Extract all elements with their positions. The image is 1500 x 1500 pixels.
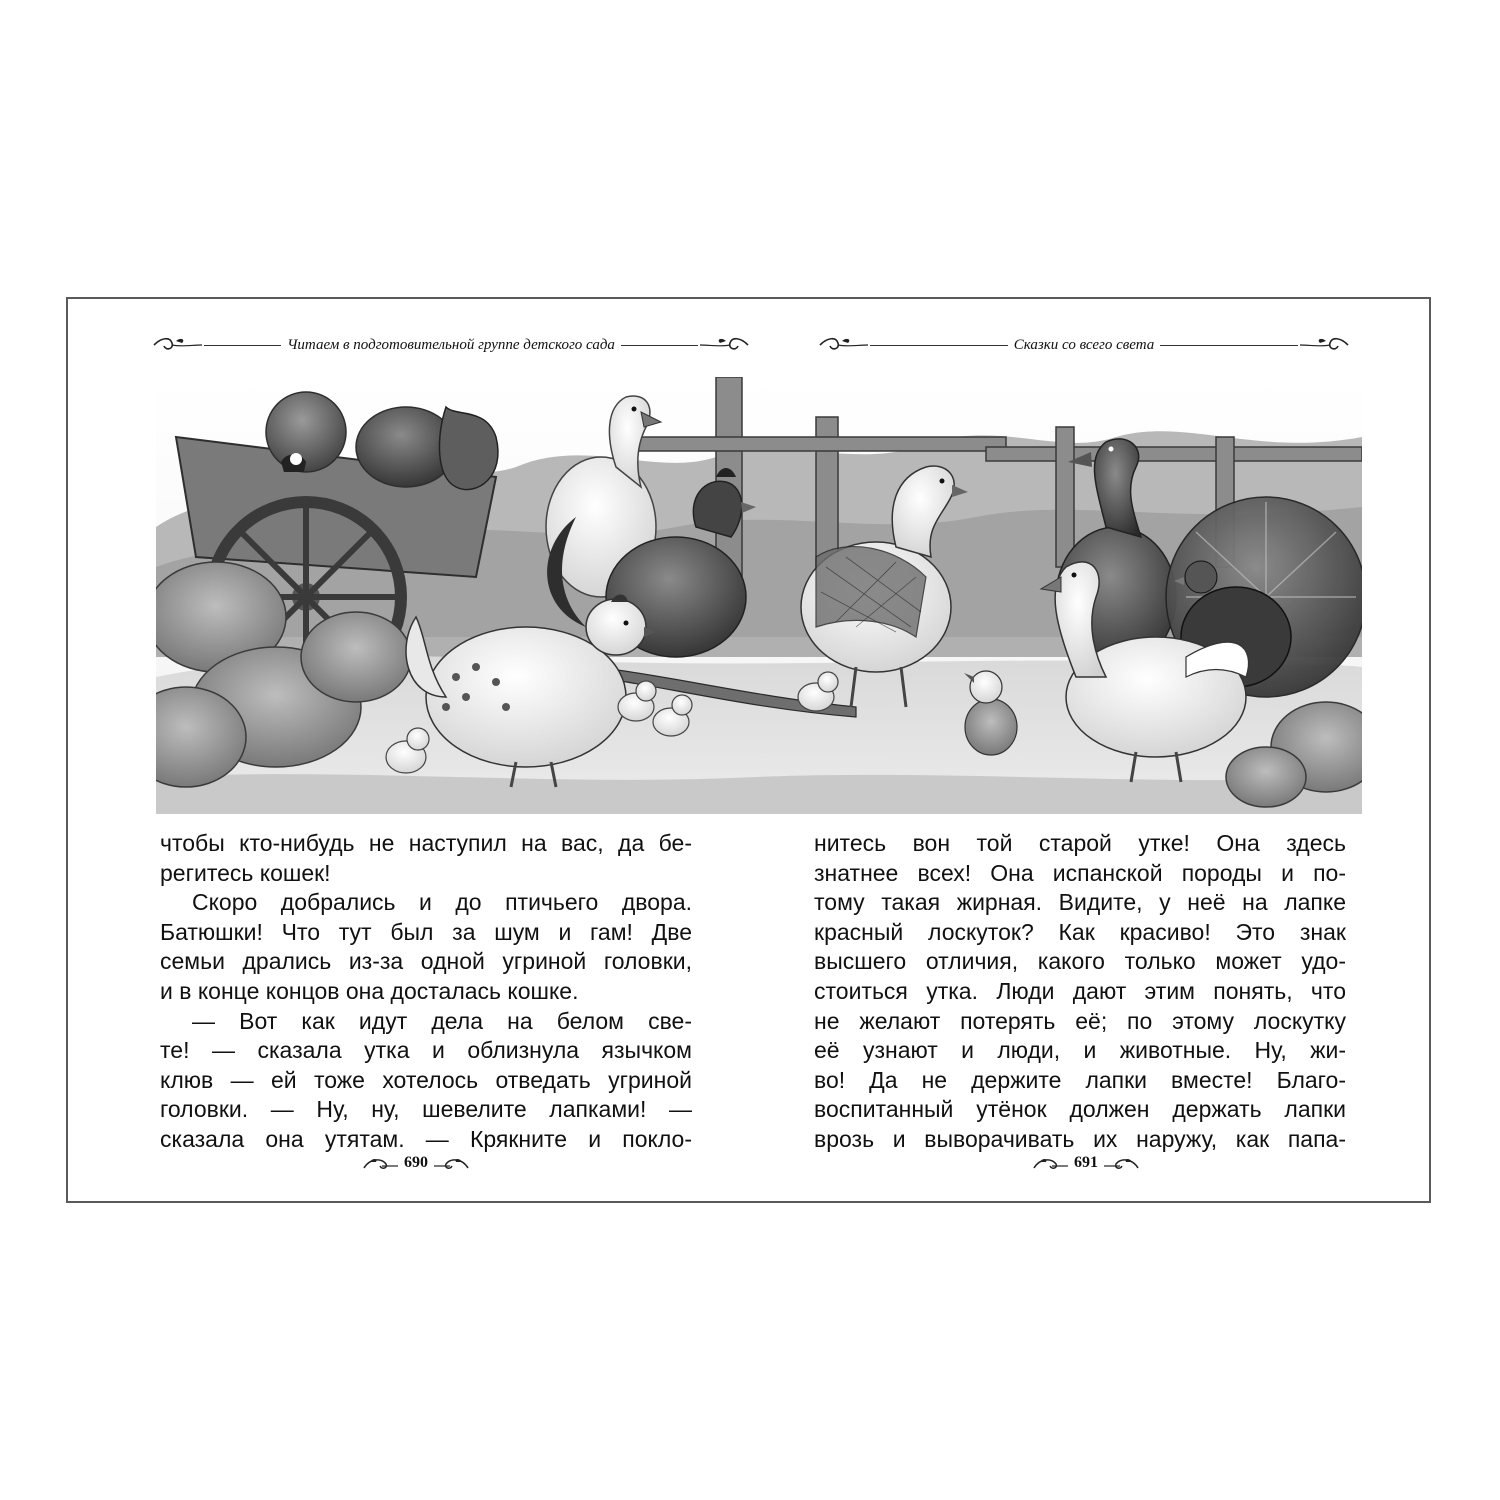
left-running-head-title: Читаем в подготовительной группе детского сада (287, 336, 615, 353)
text-line: высшего отличия, какого только может удо- (814, 948, 1346, 975)
text-line: головки. — Ну, ну, шевелите лапками! — (160, 1096, 692, 1123)
text-line: тому такая жирная. Видите, у неё на лапке (814, 889, 1346, 916)
text-line: сказала она утятам. — Крякните и покло- (160, 1125, 692, 1152)
text-line: и в конце концов она досталась кошке. (160, 977, 579, 1004)
right-running-head-title: Сказки со всего света (1013, 336, 1155, 353)
flourish-ornament-icon (1102, 1152, 1140, 1174)
farmyard-illustration-image (156, 377, 1362, 814)
left-page-text (160, 829, 692, 1155)
text-line: — Вот как идут дела на белом све- (192, 1007, 692, 1034)
text-line: воспитанный утёнок должен держать лапки (814, 1096, 1346, 1123)
flourish-ornament-icon (1032, 1152, 1070, 1174)
right-page-number (1032, 1149, 1140, 1177)
text-line: семьи дрались из-за одной угриной головки, (160, 948, 692, 975)
flourish-ornament-icon (698, 333, 750, 357)
page-number: 690 (404, 1154, 428, 1171)
text-line: те! — сказала утка и облизнула язычком (160, 1037, 692, 1064)
flourish-ornament-icon (432, 1152, 470, 1174)
right-page-text (814, 829, 1346, 1155)
text-line: регитесь кошек! (160, 859, 331, 886)
flourish-ornament-icon (818, 333, 870, 357)
left-page-number (362, 1149, 470, 1177)
rule-line (1160, 345, 1298, 346)
text-line: Батюшки! Что тут был за шум и гам! Две (160, 918, 692, 945)
text-line: знатнее всех! Она испанской породы и по- (814, 859, 1346, 886)
flourish-ornament-icon (152, 333, 204, 357)
rule-line (870, 345, 1008, 346)
text-line: врозь и выворачивать их наружу, как папа- (814, 1125, 1346, 1152)
text-line: чтобы кто-нибудь не наступил на вас, да бе- (160, 830, 692, 856)
right-running-head (818, 333, 1350, 357)
text-line: её узнают и люди, и животные. Ну, жи- (814, 1037, 1346, 1064)
page-number: 691 (1074, 1154, 1098, 1171)
text-line: не желают потерять её; по этому лоскутку (814, 1007, 1346, 1034)
text-line: красный лоскуток? Как красиво! Это знак (814, 918, 1346, 945)
left-running-head (152, 333, 750, 357)
farmyard-illustration (156, 377, 1362, 814)
text-line: клюв — ей тоже хотелось отведать угриной (160, 1066, 692, 1093)
book-spread (66, 297, 1431, 1203)
text-line: стоиться утка. Люди дают этим понять, что (814, 977, 1346, 1004)
text-line: нитесь вон той старой утке! Она здесь (814, 830, 1346, 856)
text-line: во! Да не держите лапки вместе! Благо- (814, 1066, 1346, 1093)
rule-line (204, 345, 281, 346)
flourish-ornament-icon (1298, 333, 1350, 357)
rule-line (621, 345, 698, 346)
text-line: Скоро добрались и до птичьего двора. (192, 889, 692, 916)
flourish-ornament-icon (362, 1152, 400, 1174)
